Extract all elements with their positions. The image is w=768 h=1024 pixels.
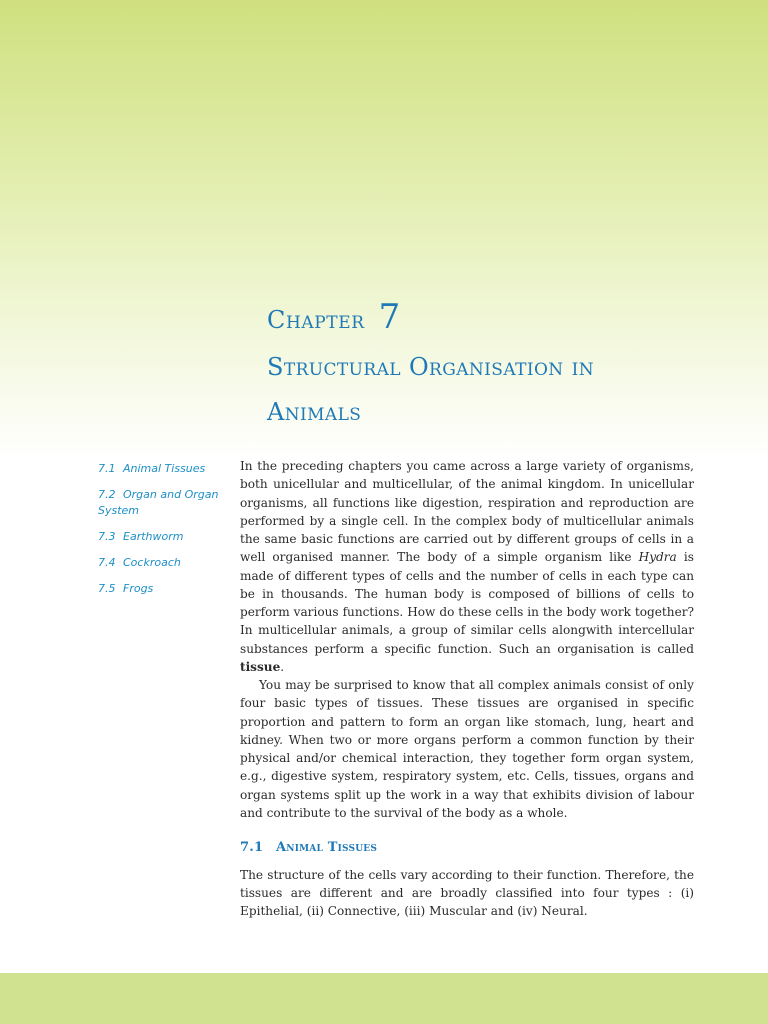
sidebar-item-number: 7.2 — [98, 487, 116, 501]
section-heading-animal-tissues — [240, 840, 694, 856]
sidebar-item-label: Organ and Organ System — [98, 487, 219, 517]
chapter-heading-block — [267, 297, 647, 435]
term-tissue: tissue — [240, 659, 281, 674]
intro-paragraph-1-text-middle: is made of different types of cells and the number of cells in each type can be in thousands. The human body is composed of billions of cells to perform various functions. How do these cells in the body work together? In multicellular animals, a group of similar cells alongwith intercellular substances perform a specific function. Such an organisation is called — [240, 550, 695, 656]
section-animal-tissues-paragraph: The structure of the cells vary according to their function. Therefore, the tissues are different and are broadly classified into four types : (i) Epithelial, (ii) Connective, (iii) Muscular and (iv) Neural. — [240, 867, 694, 919]
intro-paragraph-2: You may be surprised to know that all complex animals consist of only four basic types of tissues. These tissues are organised in specific proportion and pattern to form an organ like stomach, lung, heart and kidney. When two or more organs perform a common function by their physical and/or chemical interaction, they together form organ system, e.g., digestive system, respiratory system, etc. Cells, tissues, organs and organ systems split up the work in a way that exhibits division of labour and contribute to the survival of the body as a whole. — [240, 678, 694, 820]
chapter-label: Chapter — [267, 306, 365, 334]
sidebar-item-earthworm[interactable] — [98, 529, 222, 545]
sidebar-item-label: Earthworm — [123, 529, 184, 543]
chapter-label-line — [267, 297, 647, 345]
footer-band — [0, 973, 768, 1024]
intro-paragraph-1-text-end: . — [280, 659, 285, 674]
sidebar-item-label: Frogs — [123, 581, 154, 595]
sidebar-item-number: 7.4 — [98, 555, 116, 569]
sidebar-item-number: 7.3 — [98, 529, 116, 543]
sidebar-item-label: Cockroach — [123, 555, 181, 569]
chapter-body — [240, 457, 694, 920]
sidebar-item-label: Animal Tissues — [123, 462, 206, 475]
section-title: Animal Tissues — [276, 840, 378, 855]
sidebar-item-number: 7.5 — [98, 581, 116, 595]
sidebar-item-animal-tissues[interactable] — [98, 461, 222, 477]
intro-paragraph-1-text-start: In the preceding chapters you came across a large variety of organisms, both unicellular and multicellular, of the animal kingdom. In unicellular organisms, all functions like digestion, respiration and reproduction are performed by a single cell. In the complex body of multicellular animals the same basic functions are carried out by different groups of cells in a well organised manner. The body of a simple organism like — [240, 459, 694, 565]
intro-paragraph-1-emphasis-hydra: Hydra — [638, 550, 677, 565]
intro-paragraph-1 — [240, 457, 694, 676]
chapter-number: 7 — [378, 297, 401, 337]
sidebar-item-organ-system[interactable] — [98, 487, 222, 519]
sidebar-item-frogs[interactable] — [98, 581, 222, 597]
sidebar-item-cockroach[interactable] — [98, 555, 222, 571]
chapter-title: Structural Organisation in Animals — [267, 353, 594, 426]
sidebar-item-number: 7.1 — [98, 462, 116, 475]
section-number: 7.1 — [240, 840, 264, 855]
chapter-sidebar-contents — [98, 461, 222, 607]
